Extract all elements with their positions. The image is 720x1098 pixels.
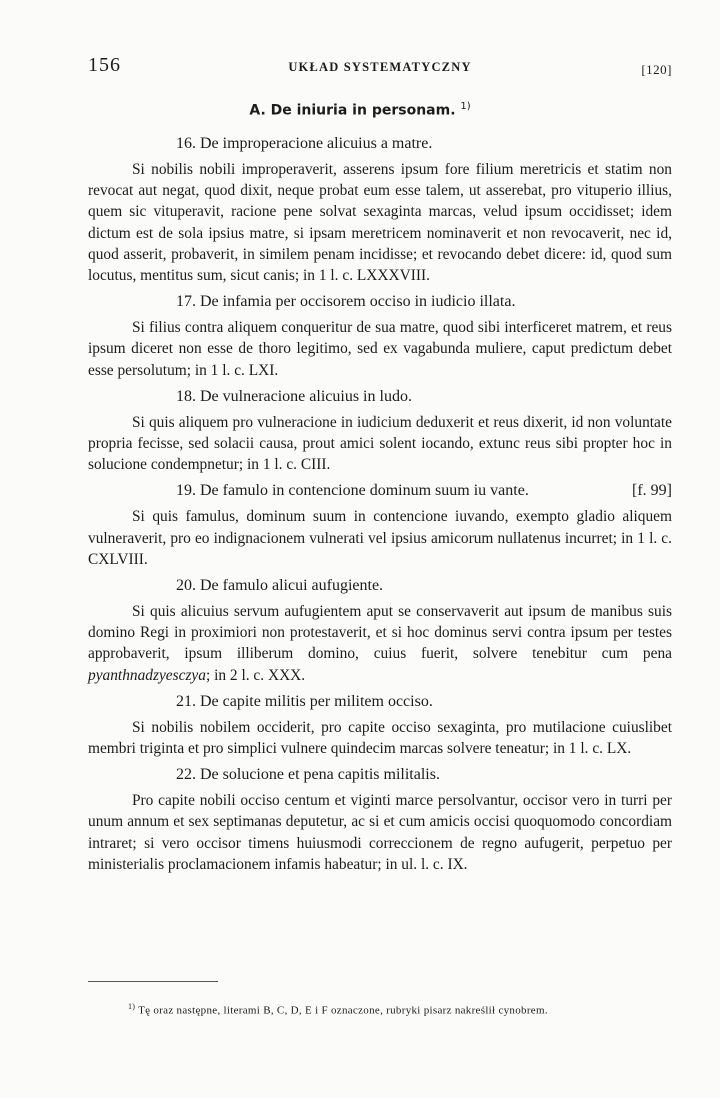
page-number: 156 <box>88 54 121 76</box>
entry-heading-19-text: 19. De famulo in contencione dominum suum iu vante. <box>176 482 529 500</box>
footnote-marker: 1) <box>460 101 471 112</box>
entry-body-20-italic-term: pyanthnadzyesczya <box>88 666 206 684</box>
entry-body-17: Si filius contra aliquem conqueritur de sua matre, quod sibi interficeret matrem, et reus ipsum diceret non esse de thoro legitimo, sed ex vagabunda muliere, caput predictum debet esse persolutum; in 1 l. c. LXI. <box>88 319 672 379</box>
entry-body-22: Pro capite nobili occiso centum et viginti marce persolvantur, occisor vero in turri per unum annum et sex septimanas deputetur, ac si et cum amicis occisi quoquomodo concordiam intraret; si vero occisor timens huiusmodi correccionem de regno aufugerit, perpetuo per ministerialis proclamacionem infamis habeatur; in ul. l. c. IX. <box>88 792 672 873</box>
main-text <box>88 134 672 881</box>
section-title <box>0 101 720 119</box>
footnote-mark: 1) <box>128 1002 136 1011</box>
footnote <box>128 1002 672 1017</box>
running-title: UKŁAD SYSTEMATYCZNY <box>288 60 472 74</box>
page-header <box>88 54 672 82</box>
entry-heading-16: 16. De improperacione alicuius a matre. <box>176 135 433 152</box>
entry-body-20-main: Si quis alicuius servum aufugientem aput se conservaverit aut ipsum de manibus suis domino Regi in proximiori non protestaverit, et si hoc dominus servi contra ipsum per testes approbaverit, ipsum illiberum domino, cuius fuerit, solvere tenebitur cum pena <box>88 603 672 663</box>
entry-body-18: Si quis aliquem pro vulneracione in iudicium deduxerit et reus dixerit, id non voluntate propria fecisse, sed solacii causa, prout amici solent iocando, extunc reus sibi propter hoc in solucione condempnetur; in 1 l. c. CIII. <box>88 413 672 474</box>
entry-body-21: Si nobilis nobilem occiderit, pro capite occiso sexaginta, pro mutilacione cuiuslibet membri triginta et pro simplici vulnere quindecim marcas solvere teneatur; in 1 l. c. LX. <box>88 718 672 758</box>
entry-body-16: Si nobilis nobili improperaverit, asserens ipsum fore filium meretricis et statim non revocat aut negat, quod dixit, neque probat eum esse talem, ut asserebat, pro vituperio illius, quem sic vituperavit, racione pene solvat sexaginta marcas, velud ipsum occidisset; idem dictum est de sola ipsius matre, si ipsam meretricem nominaverit et non revocaverit, nec id, quod asserit, probaverit, in similem penam incidisse; et revocando debet dicere: id, quod sum locutus, mentitus sum, sicut canis; in 1 l. c. LXXXVIII. <box>88 161 672 285</box>
entry-heading-20: 20. De famulo alicui aufugiente. <box>176 577 384 595</box>
footnote-text: Tę oraz następne, literami B, C, D, E i F oznaczone, rubryki pisarz nakreślił cynobrem. <box>138 1004 548 1017</box>
entry-heading-18: 18. De vulneracione alicuius in ludo. <box>176 387 412 405</box>
footnote-divider <box>88 981 218 982</box>
entry-heading-19 <box>88 481 672 501</box>
entry-heading-17: 17. De infamia per occisorem occiso in iudicio illata. <box>176 293 516 311</box>
entry-body-19: Si quis famulus, dominum suum in contencione iuvando, exempto gladio aliquem vulneraverit, pro eo indignacionem vulnerati vel ipsius amicorum nullatenus incurret; in 1 l. c. CXLVIII. <box>88 508 672 568</box>
section-title-text: A. De iniuria in personam. <box>249 102 456 119</box>
entry-heading-22: 22. De solucione et pena capitis militalis. <box>176 766 440 784</box>
page-reference: [120] <box>641 62 672 77</box>
entry-body-20-end: ; in 2 l. c. XXX. <box>205 666 306 684</box>
entry-heading-21: 21. De capite militis per militem occiso. <box>176 692 433 710</box>
folio-reference: [f. 99] <box>632 482 672 500</box>
entry-body-20 <box>88 601 672 686</box>
